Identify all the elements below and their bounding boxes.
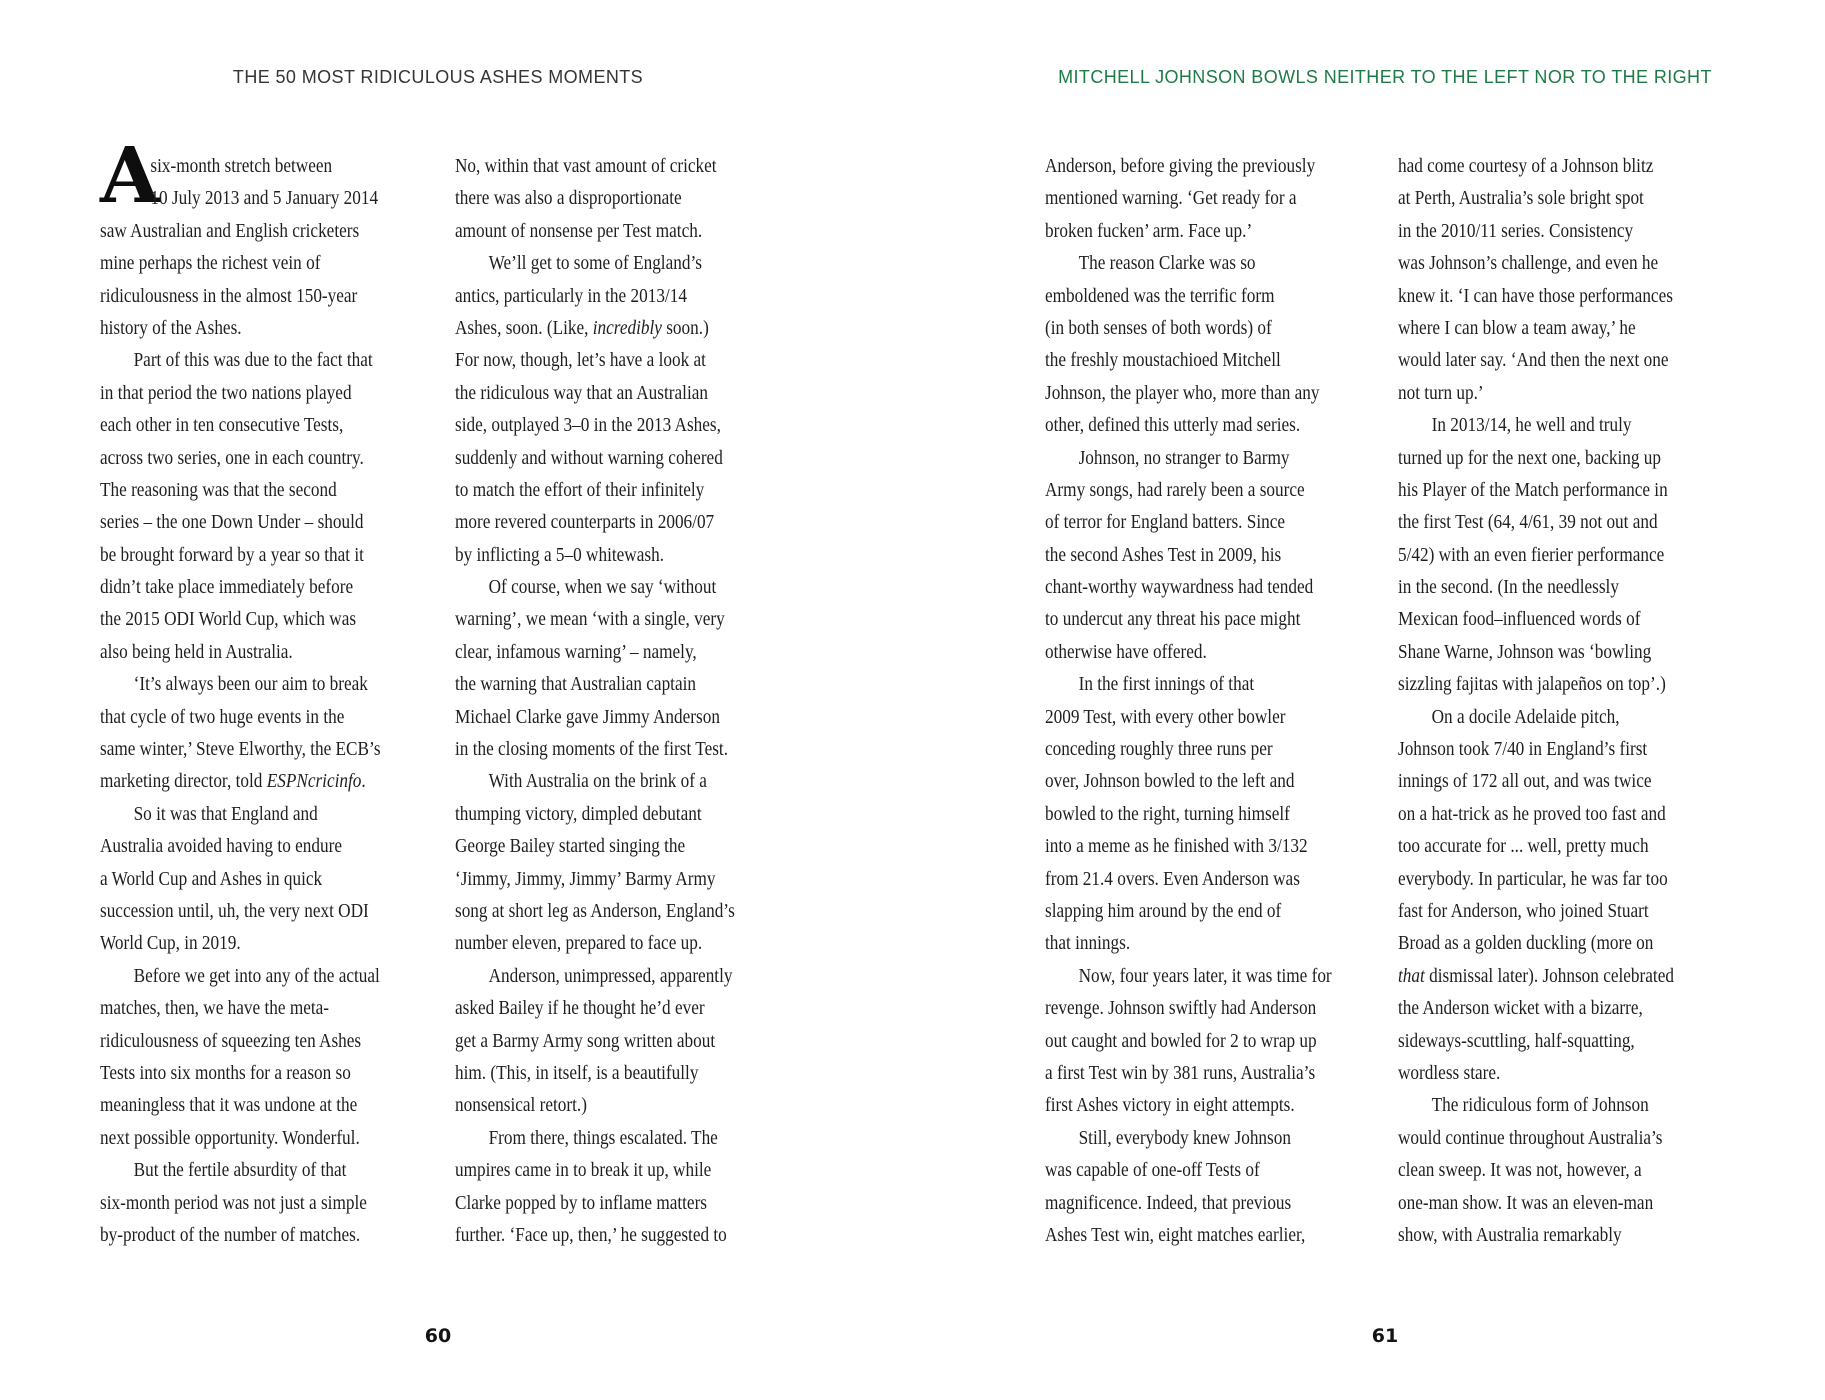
right-page-running-header: MITCHELL JOHNSON BOWLS NEITHER TO THE LEFT NOR TO THE RIGHT — [1058, 67, 1712, 87]
text-line: that innings. — [1045, 932, 1131, 955]
text-line: not turn up.’ — [1398, 381, 1484, 404]
text-line: Still, everybody knew Johnson — [1078, 1126, 1291, 1149]
text-line: get a Barmy Army song written about — [455, 1029, 716, 1052]
text-column-right-page-second — [1398, 150, 1727, 1251]
text-line: the 2015 ODI World Cup, which was — [100, 608, 357, 631]
text-line: revenge. Johnson swiftly had Anderson — [1045, 997, 1317, 1020]
text-line: asked Bailey if he thought he’d ever — [455, 997, 705, 1020]
text-line: We’ll get to some of England’s — [488, 252, 702, 275]
text-line: No, within that vast amount of cricket — [455, 155, 717, 177]
text-line: to match the effort of their infinitely — [455, 478, 705, 501]
text-line: ridiculousness of squeezing ten Ashes — [100, 1029, 362, 1052]
text-line: in that period the two nations played — [100, 381, 352, 404]
text-line: across two series, one in each country. — [100, 446, 364, 469]
text-line: a World Cup and Ashes in quick — [100, 867, 323, 890]
text-line: Army songs, had rarely been a source — [1045, 478, 1305, 501]
text-line: in the closing moments of the first Test. — [455, 738, 729, 761]
text-column-left-page-first — [100, 150, 429, 1251]
text-line: thumping victory, dimpled debutant — [455, 802, 702, 825]
text-line: mine perhaps the richest vein of — [100, 252, 321, 275]
text-line: over, Johnson bowled to the left and — [1045, 770, 1295, 793]
text-line: 2009 Test, with every other bowler — [1045, 705, 1286, 728]
text-line: Ashes, soon. (Like, incredibly soon.) — [455, 316, 709, 339]
text-line: of terror for England batters. Since — [1045, 511, 1286, 534]
text-line: the ridiculous way that an Australian — [455, 381, 708, 404]
text-line: everybody. In particular, he was far too — [1398, 867, 1668, 890]
text-line: magnificence. Indeed, that previous — [1045, 1191, 1292, 1214]
text-line: sideways-scuttling, half-squatting, — [1398, 1029, 1635, 1052]
text-line: Michael Clarke gave Jimmy Anderson — [455, 705, 720, 728]
text-line: Johnson, no stranger to Barmy — [1078, 446, 1290, 469]
text-line: 5/42) with an even fierier performance — [1398, 543, 1665, 566]
text-line: meaningless that it was undone at the — [100, 1094, 358, 1117]
text-line: series – the one Down Under – should — [100, 511, 364, 534]
text-line: was capable of one-off Tests of — [1045, 1159, 1260, 1182]
text-column-right-page-first — [1045, 150, 1374, 1251]
text-line: Ashes Test win, eight matches earlier, — [1045, 1223, 1306, 1246]
text-line: Johnson took 7/40 in England’s first — [1398, 738, 1648, 761]
text-line: at Perth, Australia’s sole bright spot — [1398, 187, 1644, 210]
text-line: amount of nonsense per Test match. — [455, 219, 703, 242]
text-line: ‘Jimmy, Jimmy, Jimmy’ Barmy Army — [455, 867, 716, 890]
text-line: too accurate for ... well, pretty much — [1398, 835, 1649, 858]
text-line: would continue throughout Australia’s — [1398, 1126, 1663, 1149]
text-line: George Bailey started singing the — [455, 835, 686, 858]
text-line: Anderson, unimpressed, apparently — [488, 964, 733, 987]
text-line: also being held in Australia. — [100, 640, 293, 663]
text-line: his Player of the Match performance in — [1398, 478, 1668, 501]
text-line: further. ‘Face up, then,’ he suggested to — [455, 1223, 727, 1246]
text-line: sizzling fajitas with jalapeños on top’.) — [1398, 673, 1666, 696]
text-line: where I can blow a team away,’ he — [1398, 316, 1636, 339]
text-line: So it was that England and — [133, 802, 318, 825]
text-line: clear, infamous warning’ – namely, — [455, 640, 697, 663]
text-line: nonsensical retort.) — [455, 1094, 587, 1117]
text-line: out caught and bowled for 2 to wrap up — [1045, 1029, 1317, 1052]
text-line: Part of this was due to the fact that — [133, 349, 373, 372]
text-line: 10 July 2013 and 5 January 2014 — [150, 187, 379, 210]
text-line: him. (This, in itself, is a beautifully — [455, 1061, 699, 1084]
text-line: In 2013/14, he well and truly — [1431, 414, 1632, 437]
text-line: be brought forward by a year so that it — [100, 543, 364, 566]
text-line: bowled to the right, turning himself — [1045, 802, 1290, 825]
text-line: Broad as a golden duckling (more on — [1398, 932, 1654, 955]
text-line: Clarke popped by to inflame matters — [455, 1191, 708, 1214]
text-line: For now, though, let’s have a look at — [455, 349, 706, 372]
text-line: history of the Ashes. — [100, 316, 242, 339]
text-line: Before we get into any of the actual — [133, 964, 380, 987]
text-line: the Anderson wicket with a bizarre, — [1398, 997, 1643, 1020]
text-line: conceding roughly three runs per — [1045, 738, 1273, 761]
text-line: clean sweep. It was not, however, a — [1398, 1159, 1642, 1182]
text-line: that dismissal later). Johnson celebrated — [1398, 964, 1674, 987]
text-line: slapping him around by the end of — [1045, 899, 1282, 922]
text-line: wordless stare. — [1398, 1061, 1501, 1084]
text-line: World Cup, in 2019. — [100, 932, 241, 955]
text-line: first Ashes victory in eight attempts. — [1045, 1094, 1295, 1117]
text-line: had come courtesy of a Johnson blitz — [1398, 155, 1654, 177]
drop-cap-letter: A — [100, 131, 160, 221]
text-line: The reason Clarke was so — [1078, 252, 1256, 275]
text-line: the warning that Australian captain — [455, 673, 697, 696]
text-line: mentioned warning. ‘Get ready for a — [1045, 187, 1297, 210]
text-line: other, defined this utterly mad series. — [1045, 414, 1301, 437]
text-line: side, outplayed 3–0 in the 2013 Ashes, — [455, 414, 721, 437]
text-column-left-page-second — [455, 150, 784, 1251]
text-line: next possible opportunity. Wonderful. — [100, 1126, 360, 1149]
text-line: to undercut any threat his pace might — [1045, 608, 1301, 631]
text-line: marketing director, told ESPNcricinfo. — [100, 770, 366, 793]
text-line: (in both senses of both words) of — [1045, 316, 1272, 339]
text-line: would later say. ‘And then the next one — [1398, 349, 1669, 372]
text-line: didn’t take place immediately before — [100, 576, 354, 599]
text-line: Of course, when we say ‘without — [488, 576, 717, 599]
text-line: Shane Warne, Johnson was ‘bowling — [1398, 640, 1652, 663]
text-line: umpires came in to break it up, while — [455, 1159, 712, 1182]
text-line: by inflicting a 5–0 whitewash. — [455, 543, 665, 566]
text-line: The reasoning was that the second — [100, 478, 337, 501]
text-line: more revered counterparts in 2006/07 — [455, 511, 715, 534]
text-line: number eleven, prepared to face up. — [455, 932, 703, 955]
left-page-number: 60 — [424, 1325, 452, 1347]
text-line: knew it. ‘I can have those performances — [1398, 284, 1673, 307]
text-line: each other in ten consecutive Tests, — [100, 414, 344, 437]
text-line: a first Test win by 381 runs, Australia’s — [1045, 1061, 1316, 1084]
text-line: chant-worthy waywardness had tended — [1045, 576, 1314, 599]
text-line: On a docile Adelaide pitch, — [1431, 705, 1620, 728]
text-line: fast for Anderson, who joined Stuart — [1398, 899, 1649, 922]
text-line: In the first innings of that — [1078, 673, 1255, 696]
text-line: ‘It’s always been our aim to break — [133, 673, 368, 696]
text-line: antics, particularly in the 2013/14 — [455, 284, 687, 307]
text-line: there was also a disproportionate — [455, 187, 682, 210]
text-line: From there, things escalated. The — [488, 1126, 718, 1149]
text-line: otherwise have offered. — [1045, 640, 1207, 663]
text-line: six-month period was not just a simple — [100, 1191, 367, 1214]
text-line: song at short leg as Anderson, England’s — [455, 899, 735, 922]
text-line: the freshly moustachioed Mitchell — [1045, 349, 1281, 372]
text-line: Australia avoided having to endure — [100, 835, 342, 858]
right-page-number: 61 — [1371, 1325, 1399, 1347]
text-line: broken fucken’ arm. Face up.’ — [1045, 219, 1253, 242]
text-line: emboldened was the terrific form — [1045, 284, 1275, 307]
text-line: one-man show. It was an eleven-man — [1398, 1191, 1654, 1214]
text-line: the second Ashes Test in 2009, his — [1045, 543, 1282, 566]
text-line: was Johnson’s challenge, and even he — [1398, 252, 1659, 275]
text-line: warning’, we mean ‘with a single, very — [455, 608, 725, 631]
text-line: matches, then, we have the meta- — [100, 997, 330, 1020]
text-line: But the fertile absurdity of that — [133, 1159, 347, 1182]
text-line: by-product of the number of matches. — [100, 1223, 361, 1246]
text-line: Tests into six months for a reason so — [100, 1061, 351, 1084]
text-line: ridiculousness in the almost 150-year — [100, 284, 358, 307]
left-page-running-header: THE 50 MOST RIDICULOUS ASHES MOMENTS — [232, 67, 644, 87]
text-line: Now, four years later, it was time for — [1078, 964, 1332, 987]
text-line: innings of 172 all out, and was twice — [1398, 770, 1652, 793]
text-line: saw Australian and English cricketers — [100, 219, 360, 242]
text-line: that cycle of two huge events in the — [100, 705, 345, 728]
text-line: on a hat-trick as he proved too fast and — [1398, 802, 1666, 825]
text-line: Johnson, the player who, more than any — [1045, 381, 1320, 404]
text-line: Anderson, before giving the previously — [1045, 155, 1316, 177]
text-line: succession until, uh, the very next ODI — [100, 899, 369, 922]
text-line: show, with Australia remarkably — [1398, 1223, 1622, 1246]
text-line: in the second. (In the needlessly — [1398, 576, 1619, 599]
text-line: same winter,’ Steve Elworthy, the ECB’s — [100, 738, 381, 761]
text-line: from 21.4 overs. Even Anderson was — [1045, 867, 1300, 890]
text-line: the first Test (64, 4/61, 39 not out and — [1398, 511, 1658, 534]
text-line: in the 2010/11 series. Consistency — [1398, 219, 1634, 242]
text-line: With Australia on the brink of a — [488, 770, 707, 793]
text-line: The ridiculous form of Johnson — [1431, 1094, 1649, 1117]
text-line: into a meme as he finished with 3/132 — [1045, 835, 1308, 858]
text-line: Mexican food–influenced words of — [1398, 608, 1641, 631]
text-line: turned up for the next one, backing up — [1398, 446, 1662, 469]
text-line: suddenly and without warning cohered — [455, 446, 723, 469]
text-line: six-month stretch between — [150, 155, 333, 177]
